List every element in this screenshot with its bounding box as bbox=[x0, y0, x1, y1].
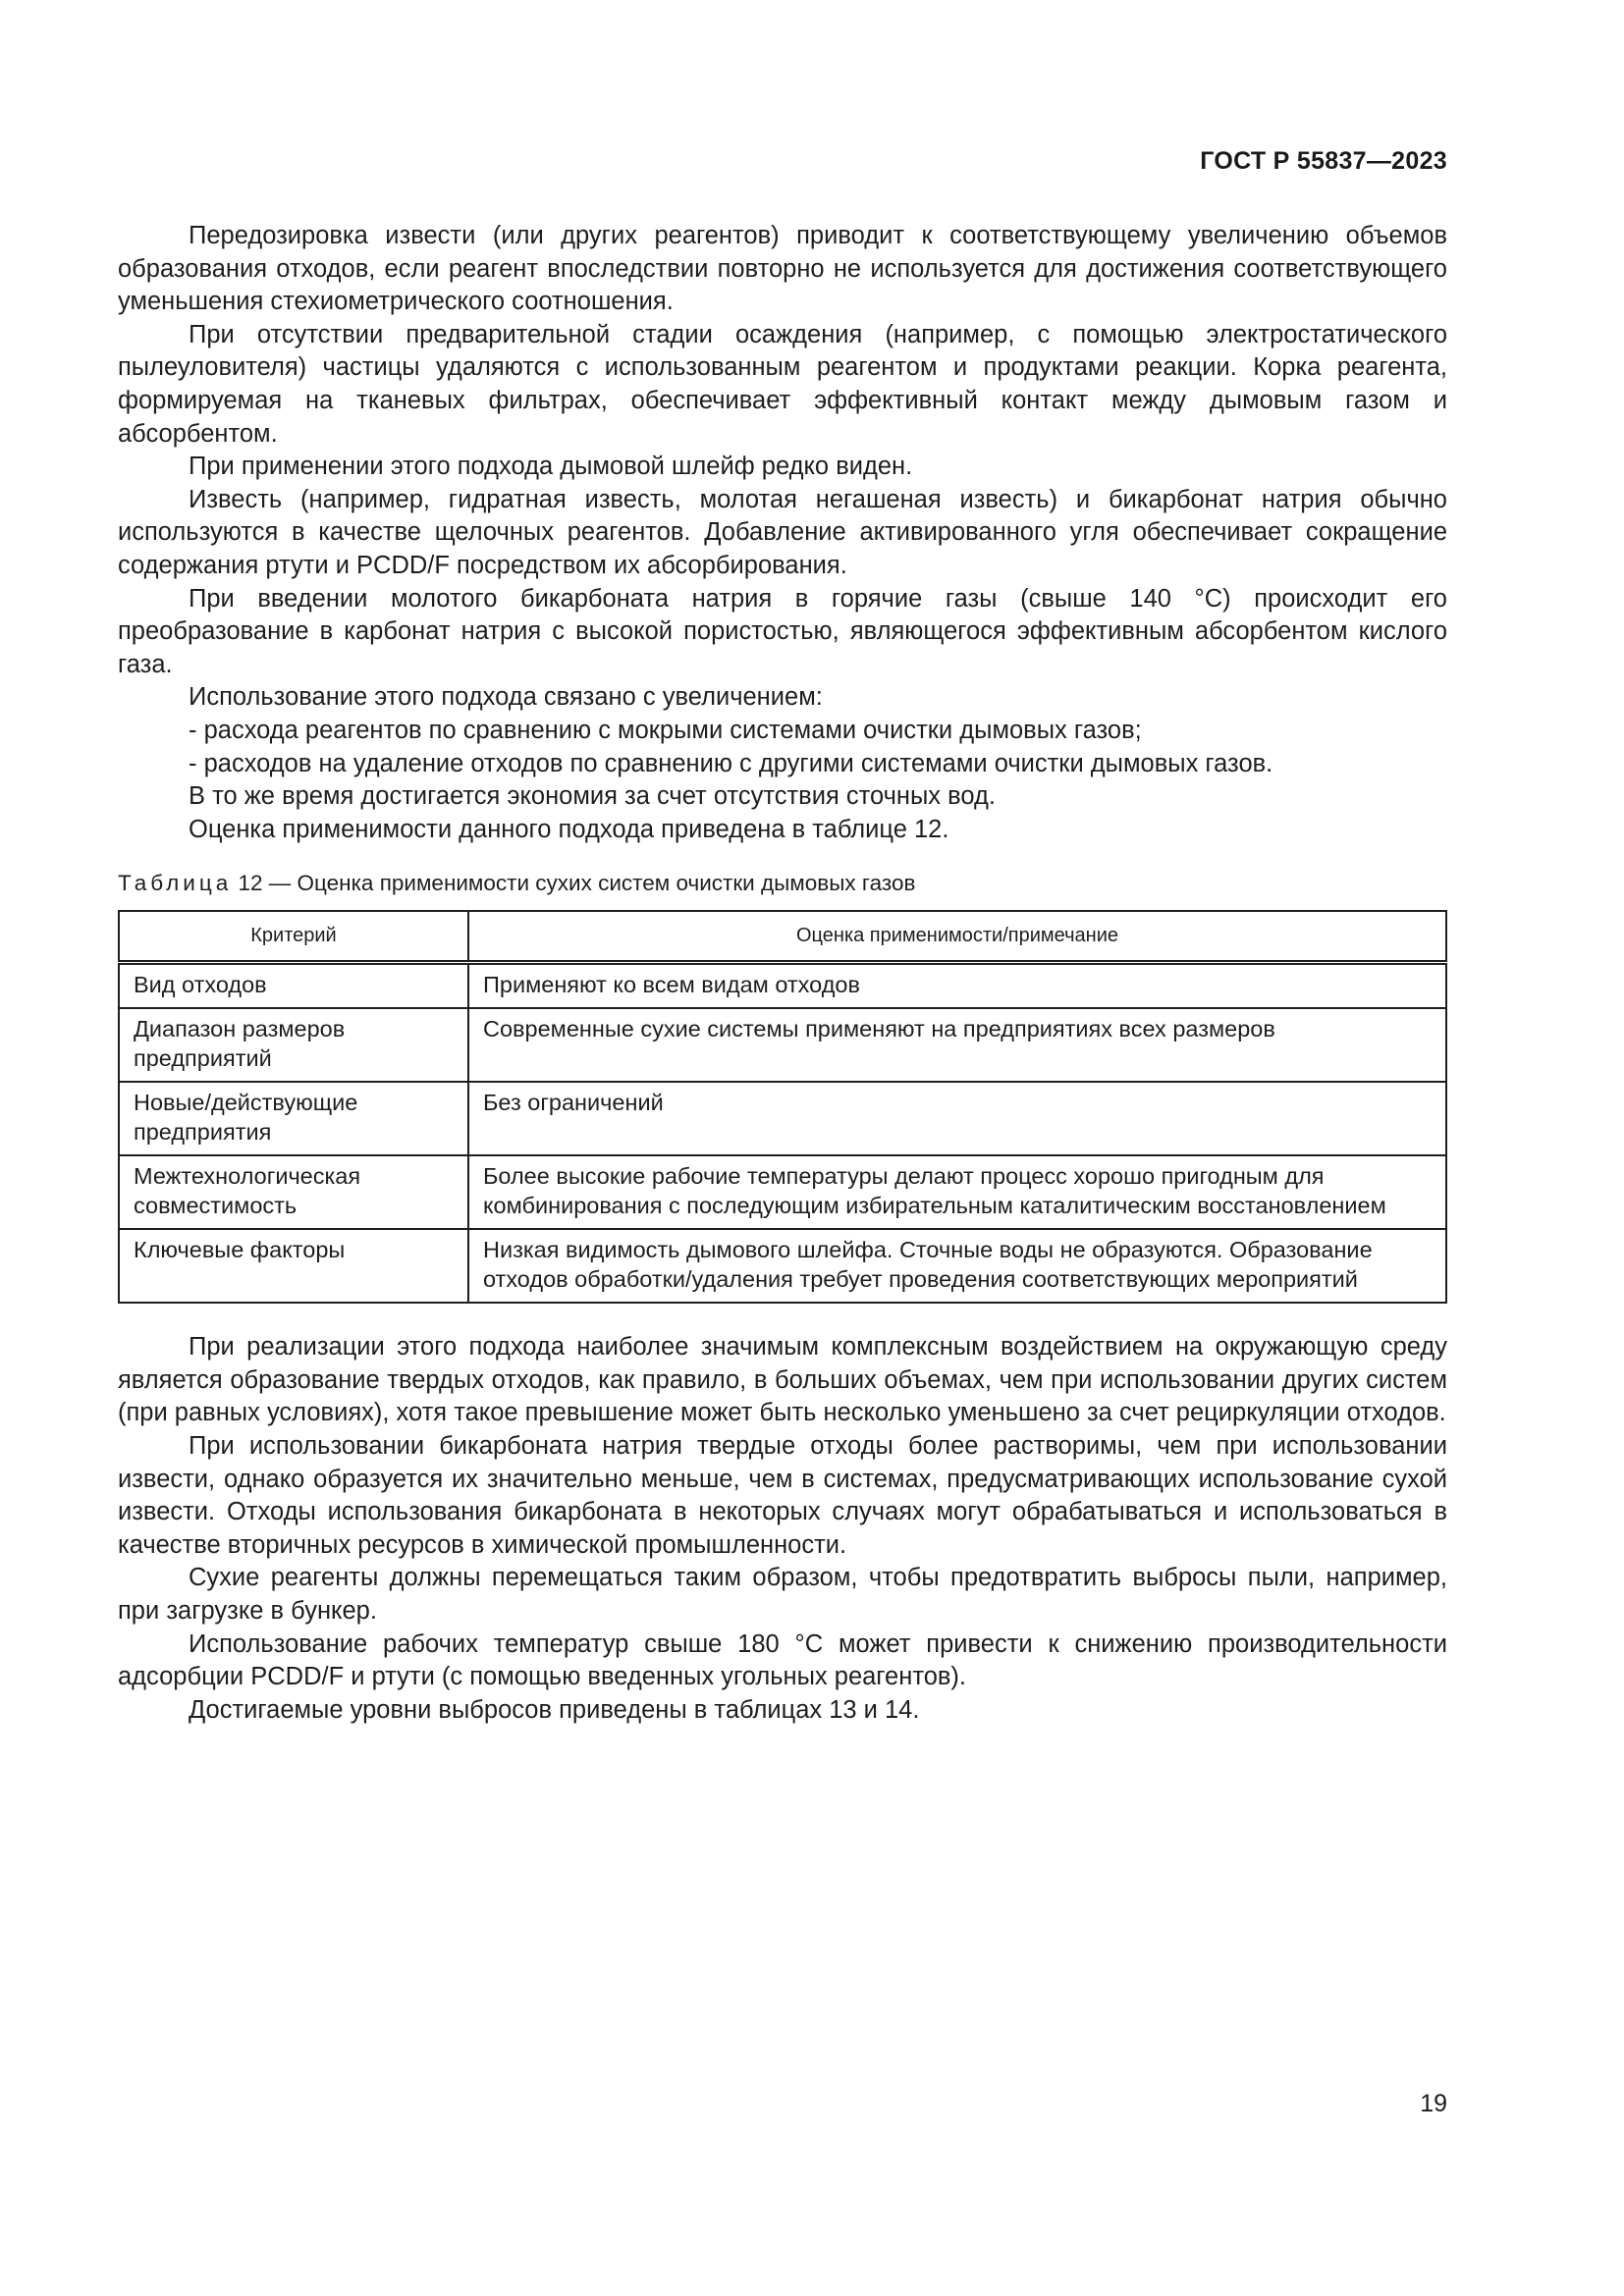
table-cell-assessment: Более высокие рабочие температуры делают процесс хорошо пригодным для комбинирования с последующим избирательным каталитическим восстановлением bbox=[468, 1155, 1446, 1229]
table-cell-criterion: Межтехнологическая совместимость bbox=[119, 1155, 468, 1229]
paragraph: Известь (например, гидратная известь, молотая негашеная известь) и бикарбонат натрия обычно используются в качестве щелочных реагентов. Добавление активированного угля обеспечивает сокращение содержания ртути и PCDD/F посредством их абсорбирования. bbox=[118, 485, 1447, 579]
paragraph: В то же время достигается экономия за счет отсутствия сточных вод. bbox=[189, 782, 996, 811]
table-cell-criterion: Вид отходов bbox=[119, 962, 468, 1008]
table-row bbox=[119, 962, 1446, 1008]
paragraph: Передозировка извести (или других реагентов) приводит к соответствующему увеличению объемов образования отходов, если реагент впоследствии повторно не используется для достижения соответствующего уменьшения стехиометрического соотношения. bbox=[118, 222, 1447, 316]
table-cell-assessment: Низкая видимость дымового шлейфа. Сточные воды не образуются. Образование отходов обработки/удаления требует проведения соответствующих мероприятий bbox=[468, 1229, 1446, 1303]
table-cell-assessment: Современные сухие системы применяют на предприятиях всех размеров bbox=[468, 1008, 1446, 1082]
conclusion-text bbox=[118, 1331, 1447, 1727]
document-id-header: ГОСТ Р 55837—2023 bbox=[1200, 147, 1447, 175]
paragraph: При реализации этого подхода наиболее значимым комплексным воздействием на окружающую среду является образование твердых отходов, как правило, в больших объемах, чем при использовании других систем (при равных условиях), хотя такое превышение может быть несколько уменьшено за счет рециркуляции отходов. bbox=[118, 1333, 1447, 1427]
paragraph: При введении молотого бикарбоната натрия в горячие газы (свыше 140 °С) происходит его преобразование в карбонат натрия с высокой пористостью, являющегося эффективным абсорбентом кислого газа. bbox=[118, 584, 1447, 678]
table-row bbox=[119, 1155, 1446, 1229]
table-header-row bbox=[119, 911, 1446, 962]
paragraph: Достигаемые уровни выбросов приведены в таблицах 13 и 14. bbox=[189, 1695, 920, 1724]
table-cell-assessment: Без ограничений bbox=[468, 1082, 1446, 1155]
paragraph: Использование этого подхода связано с увеличением: bbox=[189, 683, 823, 712]
dash-list-item: - расходов на удаление отходов по сравнению с другими системами очистки дымовых газов. bbox=[189, 749, 1273, 777]
table-row bbox=[119, 1082, 1446, 1155]
table-header-criterion: Критерий bbox=[119, 911, 468, 962]
table-cell-criterion: Диапазон размеров предприятий bbox=[119, 1008, 468, 1082]
paragraph: Сухие реагенты должны перемещаться таким образом, чтобы предотвратить выбросы пыли, например, при загрузке в бункер. bbox=[118, 1564, 1447, 1626]
table-caption bbox=[118, 869, 1447, 898]
table-caption-label: Таблица bbox=[118, 871, 233, 896]
table-header-assessment: Оценка применимости/примечание bbox=[468, 911, 1446, 962]
applicability-table bbox=[118, 910, 1447, 1304]
dash-list-item: - расхода реагентов по сравнению с мокрыми системами очистки дымовых газов; bbox=[189, 716, 1142, 744]
paragraph: При использовании бикарбоната натрия твердые отходы более растворимы, чем при использовании извести, однако образуется их значительно меньше, чем в системах, предусматривающих использование сухой извести. Отходы использования бикарбоната в некоторых случаях могут обрабатываться и использоваться в качестве вторичных ресурсов в химической промышленности. bbox=[118, 1432, 1447, 1559]
table-row bbox=[119, 1229, 1446, 1303]
table-cell-criterion: Ключевые факторы bbox=[119, 1229, 468, 1303]
table-cell-criterion: Новые/действующие предприятия bbox=[119, 1082, 468, 1155]
table-row bbox=[119, 1008, 1446, 1082]
intro-text bbox=[118, 220, 1447, 846]
table-caption-text: 12 — Оценка применимости сухих систем очистки дымовых газов bbox=[232, 871, 916, 896]
page-number: 19 bbox=[1420, 2090, 1447, 2117]
paragraph: При отсутствии предварительной стадии осаждения (например, с помощью электростатического пылеуловителя) частицы удаляются с использованным реагентом и продуктами реакции. Корка реагента, формируемая на тканевых фильтрах, обеспечивает эффективный контакт между дымовым газом и абсорбентом. bbox=[118, 320, 1447, 448]
table-cell-assessment: Применяют ко всем видам отходов bbox=[468, 962, 1446, 1008]
paragraph: Оценка применимости данного подхода приведена в таблице 12. bbox=[189, 815, 949, 843]
paragraph: При применении этого подхода дымовой шлейф редко виден. bbox=[189, 453, 913, 481]
page-content bbox=[118, 220, 1447, 1727]
paragraph: Использование рабочих температур свыше 180 °С может привести к снижению производительности адсорбции PCDD/F и ртути (с помощью введенных угольных реагентов). bbox=[118, 1629, 1447, 1691]
